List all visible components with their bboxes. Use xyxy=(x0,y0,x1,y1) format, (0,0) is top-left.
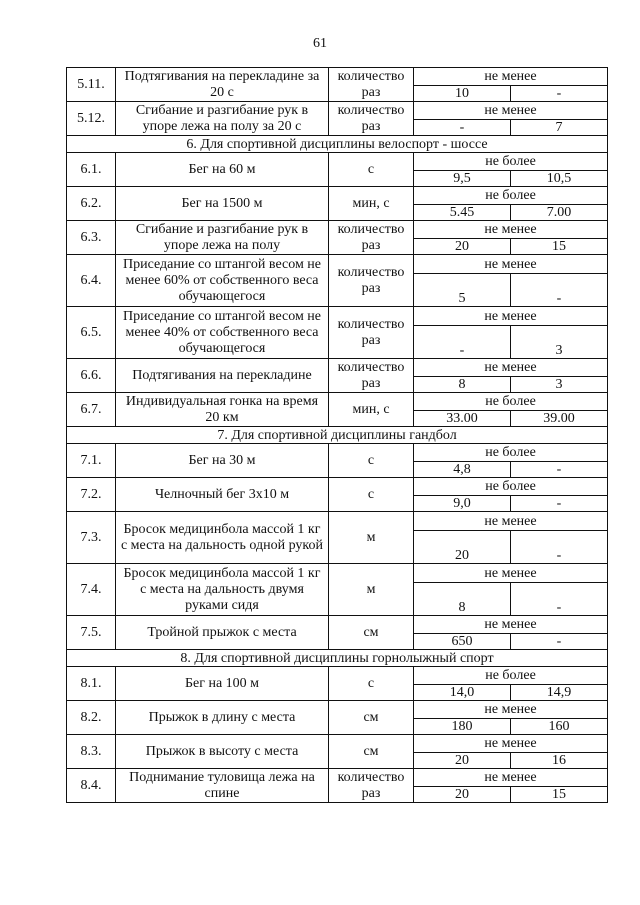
unit-cell: количество раз xyxy=(329,221,414,255)
value-cell-2: 3 xyxy=(511,377,608,393)
value-cell-2: - xyxy=(511,634,608,650)
limit-label: не более xyxy=(414,478,608,496)
value-cell-1: - xyxy=(414,120,511,136)
limit-label: не менее xyxy=(414,68,608,86)
unit-cell: м xyxy=(329,564,414,616)
table-row xyxy=(67,68,608,86)
section-title: 8. Для спортивной дисциплины горнолыжный спорт xyxy=(67,650,608,667)
limit-label: не более xyxy=(414,187,608,205)
item-number: 6.7. xyxy=(67,393,116,427)
test-name: Поднимание туловища лежа на спине xyxy=(116,769,329,803)
page-number: 61 xyxy=(313,36,327,51)
item-number: 6.2. xyxy=(67,187,116,221)
unit-cell: количество раз xyxy=(329,359,414,393)
test-name: Подтягивания на перекладине xyxy=(116,359,329,393)
table-row xyxy=(67,701,608,719)
value-cell-1: 33.00 xyxy=(414,411,511,427)
value-cell-2: 14,9 xyxy=(511,685,608,701)
unit-cell: количество раз xyxy=(329,769,414,803)
table-row xyxy=(67,769,608,787)
section-header-row xyxy=(67,427,608,444)
item-number: 5.11. xyxy=(67,68,116,102)
test-name: Бросок медицинбола массой 1 кг с места на дальность одной рукой xyxy=(116,512,329,564)
limit-label: не менее xyxy=(414,616,608,634)
limit-label: не менее xyxy=(414,221,608,239)
value-cell-2: 10,5 xyxy=(511,171,608,187)
unit-cell: количество раз xyxy=(329,307,414,359)
test-name: Приседание со штангой весом не менее 40% от собственного веса обучающегося xyxy=(116,307,329,359)
item-number: 7.4. xyxy=(67,564,116,616)
limit-label: не менее xyxy=(414,564,608,583)
test-name: Подтягивания на перекладине за 20 с xyxy=(116,68,329,102)
table-row xyxy=(67,255,608,274)
item-number: 7.3. xyxy=(67,512,116,564)
value-cell-2: 7.00 xyxy=(511,205,608,221)
item-number: 7.5. xyxy=(67,616,116,650)
table-row xyxy=(67,102,608,120)
item-number: 6.3. xyxy=(67,221,116,255)
limit-label: не менее xyxy=(414,735,608,753)
value-cell-2: 39.00 xyxy=(511,411,608,427)
unit-cell: количество раз xyxy=(329,102,414,136)
test-name: Бег на 1500 м xyxy=(116,187,329,221)
value-cell-2: 15 xyxy=(511,239,608,255)
limit-label: не менее xyxy=(414,255,608,274)
test-name: Бег на 100 м xyxy=(116,667,329,701)
item-number: 8.2. xyxy=(67,701,116,735)
limit-label: не более xyxy=(414,153,608,171)
section-title: 7. Для спортивной дисциплины гандбол xyxy=(67,427,608,444)
value-cell-1: 180 xyxy=(414,719,511,735)
unit-cell: см xyxy=(329,701,414,735)
item-number: 6.5. xyxy=(67,307,116,359)
value-cell-2: - xyxy=(511,274,608,307)
table-row xyxy=(67,187,608,205)
item-number: 7.2. xyxy=(67,478,116,512)
unit-cell: с xyxy=(329,153,414,187)
item-number: 8.1. xyxy=(67,667,116,701)
item-number: 8.4. xyxy=(67,769,116,803)
value-cell-1: 9,5 xyxy=(414,171,511,187)
limit-label: не более xyxy=(414,444,608,462)
test-name: Сгибание и разгибание рук в упоре лежа на полу xyxy=(116,221,329,255)
value-cell-1: 8 xyxy=(414,377,511,393)
test-name: Тройной прыжок с места xyxy=(116,616,329,650)
table-row xyxy=(67,735,608,753)
table-row xyxy=(67,359,608,377)
unit-cell: количество раз xyxy=(329,68,414,102)
value-cell-2: - xyxy=(511,86,608,102)
test-name: Прыжок в высоту с места xyxy=(116,735,329,769)
item-number: 6.1. xyxy=(67,153,116,187)
value-cell-1: 650 xyxy=(414,634,511,650)
unit-cell: см xyxy=(329,616,414,650)
section-header-row xyxy=(67,136,608,153)
test-name: Бег на 30 м xyxy=(116,444,329,478)
value-cell-1: 9,0 xyxy=(414,496,511,512)
limit-label: не менее xyxy=(414,307,608,326)
value-cell-2: 160 xyxy=(511,719,608,735)
unit-cell: с xyxy=(329,667,414,701)
limit-label: не более xyxy=(414,667,608,685)
value-cell-1: - xyxy=(414,326,511,359)
test-name: Бег на 60 м xyxy=(116,153,329,187)
value-cell-2: 3 xyxy=(511,326,608,359)
unit-cell: мин, с xyxy=(329,187,414,221)
value-cell-2: - xyxy=(511,531,608,564)
value-cell-1: 5 xyxy=(414,274,511,307)
value-cell-1: 10 xyxy=(414,86,511,102)
value-cell-1: 20 xyxy=(414,531,511,564)
item-number: 8.3. xyxy=(67,735,116,769)
table-row xyxy=(67,478,608,496)
item-number: 7.1. xyxy=(67,444,116,478)
table-row xyxy=(67,221,608,239)
limit-label: не менее xyxy=(414,512,608,531)
table-row xyxy=(67,616,608,634)
test-name: Приседание со штангой весом не менее 60% от собственного веса обучающегося xyxy=(116,255,329,307)
value-cell-2: - xyxy=(511,583,608,616)
item-number: 6.4. xyxy=(67,255,116,307)
unit-cell: с xyxy=(329,478,414,512)
table-row xyxy=(67,393,608,411)
value-cell-1: 4,8 xyxy=(414,462,511,478)
value-cell-2: 7 xyxy=(511,120,608,136)
value-cell-2: - xyxy=(511,462,608,478)
unit-cell: с xyxy=(329,444,414,478)
value-cell-1: 20 xyxy=(414,753,511,769)
test-name: Сгибание и разгибание рук в упоре лежа на полу за 20 с xyxy=(116,102,329,136)
item-number: 5.12. xyxy=(67,102,116,136)
value-cell-2: - xyxy=(511,496,608,512)
limit-label: не менее xyxy=(414,769,608,787)
standards-table xyxy=(66,67,608,803)
table-row xyxy=(67,307,608,326)
section-title: 6. Для спортивной дисциплины велоспорт - шоссе xyxy=(67,136,608,153)
value-cell-1: 14,0 xyxy=(414,685,511,701)
limit-label: не менее xyxy=(414,102,608,120)
value-cell-1: 8 xyxy=(414,583,511,616)
unit-cell: количество раз xyxy=(329,255,414,307)
value-cell-1: 5.45 xyxy=(414,205,511,221)
value-cell-2: 15 xyxy=(511,787,608,803)
limit-label: не менее xyxy=(414,359,608,377)
test-name: Бросок медицинбола массой 1 кг с места на дальность двумя руками сидя xyxy=(116,564,329,616)
value-cell-1: 20 xyxy=(414,239,511,255)
unit-cell: мин, с xyxy=(329,393,414,427)
limit-label: не менее xyxy=(414,701,608,719)
unit-cell: м xyxy=(329,512,414,564)
value-cell-1: 20 xyxy=(414,787,511,803)
test-name: Прыжок в длину с места xyxy=(116,701,329,735)
table-row xyxy=(67,564,608,583)
test-name: Челночный бег 3х10 м xyxy=(116,478,329,512)
table-row xyxy=(67,512,608,531)
table-row xyxy=(67,444,608,462)
table-row xyxy=(67,667,608,685)
section-header-row xyxy=(67,650,608,667)
item-number: 6.6. xyxy=(67,359,116,393)
limit-label: не более xyxy=(414,393,608,411)
value-cell-2: 16 xyxy=(511,753,608,769)
table-row xyxy=(67,153,608,171)
unit-cell: см xyxy=(329,735,414,769)
test-name: Индивидуальная гонка на время 20 км xyxy=(116,393,329,427)
